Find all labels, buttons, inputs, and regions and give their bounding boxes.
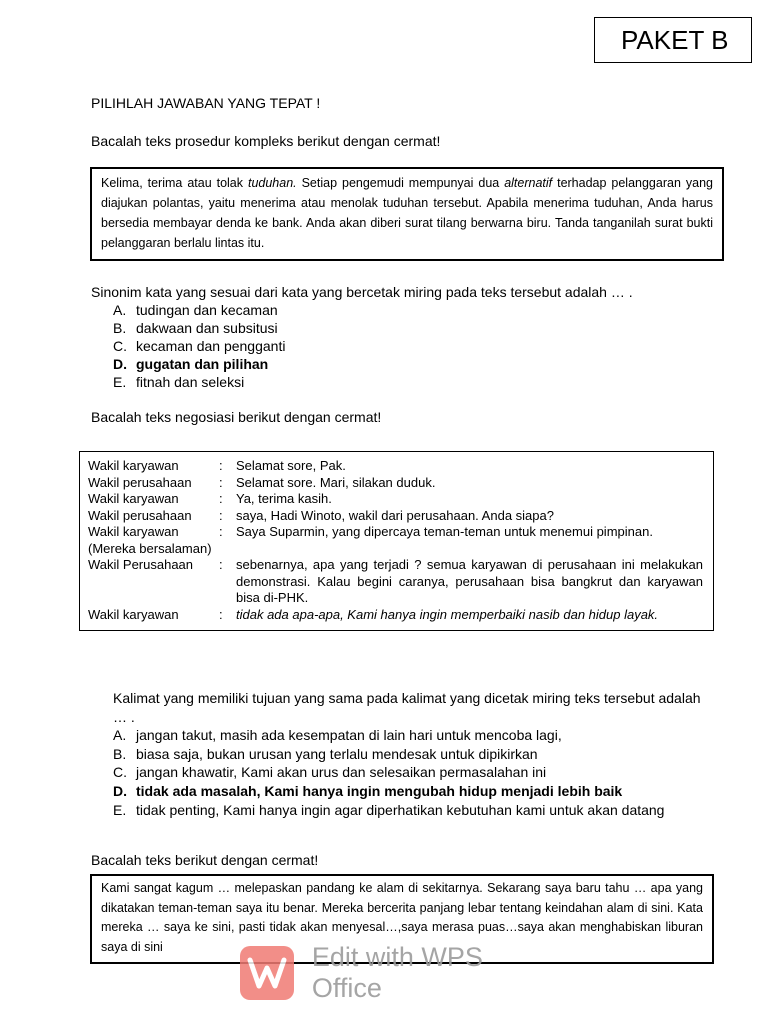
option-item[interactable]: A. jangan takut, masih ada kesempatan di lain hari untuk mencoba lagi,: [113, 727, 562, 743]
option-item[interactable]: E. fitnah dan seleksi: [113, 374, 245, 390]
question-2-options: [113, 726, 705, 821]
dialog-stage-direction: (Mereka bersalaman): [88, 540, 212, 556]
dialog-row: Wakil karyawan : Ya, terima kasih.: [88, 491, 332, 506]
passage-italic-word: tuduhan.: [247, 176, 297, 190]
option-item[interactable]: B. biasa saja, bukan urusan yang terlalu mendesak untuk dipikirkan: [113, 745, 538, 762]
option-item[interactable]: C. kecaman dan pengganti: [113, 338, 286, 354]
paket-label: PAKET B: [594, 17, 752, 63]
dialog-row: Wakil perusahaan : Selamat sore. Mari, silakan duduk.: [88, 474, 436, 490]
question-2: [113, 689, 705, 821]
dialog-row: Wakil Perusahaan : sebenarnya, apa yang terjadi ? semua karyawan di perusahaan ini melakukan demonstrasi. Kalau begini caranya, perusahaan bisa bangkrut dan karyawan bisa di-PHK.: [88, 557, 703, 605]
procedure-passage-box: [90, 167, 724, 261]
passage-italic-word: alternatif: [504, 176, 553, 190]
option-item-answer[interactable]: D. gugatan dan pilihan: [113, 356, 269, 372]
question-1-options: [113, 301, 721, 391]
passage-3-text: Kami sangat kagum … melepaskan pandang ke alam di sekitarnya. Sekarang saya baru tahu … apa yang dikatakan teman-teman saya itu benar. Mereka bercerita panjang lebar tentang keindahan alam di sini. Kata mereka … saya ke sini, pasti tidak akan menyesal…,saya merasa puas…saya akan menghabiskan liburan saya di sini: [101, 881, 703, 954]
option-item[interactable]: E. tidak penting, Kami hanya ingin agar diperhatikan kebutuhan kami untuk akan datang: [113, 802, 665, 818]
dialog-italic-line: tidak ada apa-apa, Kami hanya ingin memperbaiki nasib dan hidup layak.: [236, 606, 659, 622]
option-item[interactable]: A. tudingan dan kecaman: [113, 302, 278, 318]
passage-text: Kelima, terima atau tolak: [101, 176, 248, 190]
dialog-row: Wakil karyawan : Selamat sore, Pak.: [88, 458, 346, 473]
wps-watermark[interactable]: [240, 942, 560, 1004]
dialog-row: Wakil karyawan : Saya Suparmin, yang dipercaya teman-teman untuk menemui pimpinan.: [88, 524, 653, 539]
passage-text: terhadap pelanggaran yang diajukan polantas, yaitu menerima atau menolak tuduhan tersebut. Apabila menerima tuduhan, Anda harus bersedia membayar denda ke bank. Anda akan diberi surat tilang berwarna biru. Tanda tanganilah surat bukti pelanggaran berlalu lintas itu.: [101, 176, 713, 250]
section1-heading: Bacalah teks prosedur kompleks berikut dengan cermat!: [91, 133, 441, 149]
wps-logo-icon: [240, 946, 294, 1000]
option-item[interactable]: C. jangan khawatir, Kami akan urus dan selesaikan permasalahan ini: [113, 764, 547, 780]
wps-watermark-text: Edit with WPS Office: [311, 942, 483, 1003]
option-item[interactable]: B. dakwaan dan subsitusi: [113, 320, 278, 336]
section2-heading: Bacalah teks negosiasi berikut dengan cermat!: [91, 409, 382, 425]
passage-text: Setiap pengemudi mempunyai dua: [296, 176, 505, 190]
question-1-text: Sinonim kata yang sesuai dari kata yang bercetak miring pada teks tersebut adalah … .: [91, 284, 633, 300]
question-1: [91, 283, 721, 391]
section3-heading: Bacalah teks berikut dengan cermat!: [91, 852, 319, 868]
dialog-row: Wakil karyawan : tidak ada apa-apa, Kami hanya ingin memperbaiki nasib dan hidup layak.: [80, 607, 713, 624]
negotiation-dialog-box: [79, 451, 714, 631]
dialog-row: Wakil perusahaan : saya, Hadi Winoto, wakil dari perusahaan. Anda siapa?: [88, 507, 554, 523]
instruction-heading: PILIHLAH JAWABAN YANG TEPAT !: [91, 95, 321, 111]
question-2-text: Kalimat yang memiliki tujuan yang sama pada kalimat yang dicetak miring teks tersebut adalah … .: [113, 690, 701, 725]
option-item-answer[interactable]: D. tidak ada masalah, Kami hanya ingin mengubah hidup menjadi lebih baik: [113, 782, 623, 799]
